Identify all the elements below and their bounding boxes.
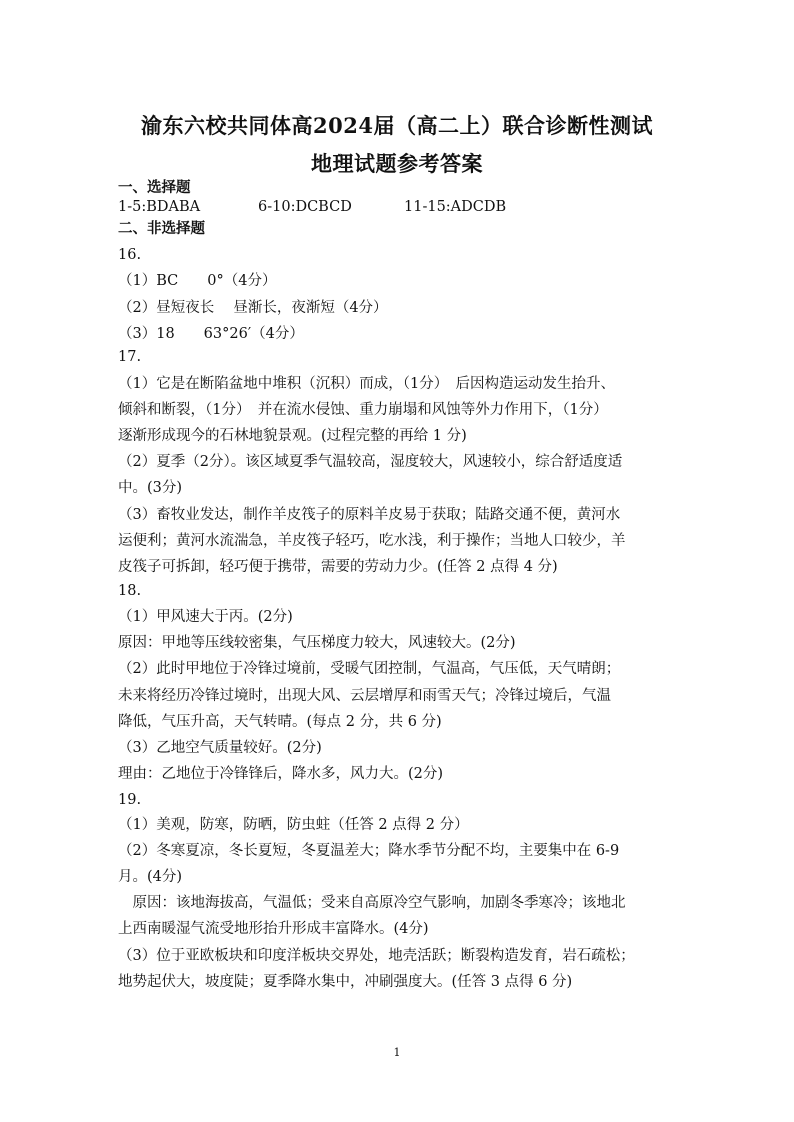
- answer-line: 运便利；黄河水流湍急，羊皮筏子轻巧，吃水浅，利于操作；当地人口较少，羊: [118, 533, 626, 549]
- answer-line: 19.: [118, 792, 142, 808]
- answer-line: （1）它是在断陷盆地中堆积（沉积）而成，（1分） 后因构造运动发生抬升、: [118, 376, 615, 392]
- mc-answers-1-5: 1-5:BDABA: [118, 199, 201, 215]
- answer-line: 原因：甲地等压线较密集，气压梯度力较大，风速较大。(2分): [118, 635, 516, 651]
- page-subtitle: 地理试题参考答案: [311, 151, 483, 176]
- answer-line: （3）位于亚欧板块和印度洋板块交界处，地壳活跃；断裂构造发育，岩石疏松；: [118, 948, 635, 964]
- answer-line: （1）甲风速大于丙。(2分): [118, 609, 293, 625]
- answer-line: （2）此时甲地位于冷锋过境前，受暖气团控制，气温高，气压低，天气晴朗；: [118, 661, 621, 677]
- answer-line: 中。(3分): [118, 480, 183, 496]
- mc-answers-6-10: 6-10:DCBCD: [258, 199, 352, 215]
- mc-answers-11-15: 11-15:ADCDB: [404, 199, 507, 215]
- answer-line: （1）BC 0°（4分）: [118, 273, 277, 289]
- answer-line: 地势起伏大，坡度陡；夏季降水集中，冲刷强度大。(任答 3 点得 6 分): [118, 974, 573, 990]
- page-number: 1: [393, 1046, 401, 1059]
- answer-line: 倾斜和断裂，（1分） 并在流水侵蚀、重力崩塌和风蚀等外力作用下，（1分）: [118, 402, 608, 418]
- answer-line: （2）昼短夜长 昼渐长，夜渐短（4分）: [118, 300, 388, 316]
- answer-line: 理由：乙地位于冷锋锋后，降水多，风力大。(2分): [118, 766, 444, 782]
- answer-line: 原因：该地海拔高，气温低；受来自高原冷空气影响，加剧冬季寒冷；该地北: [118, 895, 626, 911]
- answer-line: （3）18 63°26′（4分）: [118, 326, 304, 342]
- answer-line: （2）冬寒夏凉，冬长夏短，冬夏温差大；降水季节分配不均，主要集中在 6-9: [118, 843, 620, 859]
- answer-line: 逐渐形成现今的石林地貌景观。(过程完整的再给 1 分): [118, 428, 467, 444]
- answer-line: 皮筏子可拆卸，轻巧便于携带，需要的劳动力少。(任答 2 点得 4 分): [118, 559, 558, 575]
- answer-line: （3）乙地空气质量较好。(2分): [118, 740, 322, 756]
- answer-line: （1）美观，防寒，防晒，防虫蛀（任答 2 点得 2 分）: [118, 817, 469, 833]
- answer-line: （3）畜牧业发达，制作羊皮筏子的原料羊皮易于获取；陆路交通不便，黄河水: [118, 507, 621, 523]
- answer-line: 16.: [118, 247, 142, 263]
- section1-heading: 一、选择题: [118, 179, 191, 196]
- answer-line: 降低，气压升高，天气转晴。(每点 2 分，共 6 分): [118, 714, 442, 730]
- answer-line: 月。(4分): [118, 869, 183, 885]
- answer-line: 17.: [118, 349, 142, 365]
- answer-line: （2）夏季（2分）。该区域夏季气温较高，湿度较大，风速较小，综合舒适度适: [118, 454, 623, 470]
- answer-line: 上西南暖湿气流受地形抬升形成丰富降水。(4分): [118, 921, 429, 937]
- page-title: 渝东六校共同体高2024届（高二上）联合诊断性测试: [141, 113, 653, 138]
- answer-line: 未来将经历冷锋过境时，出现大风、云层增厚和雨雪天气；冷锋过境后，气温: [118, 688, 611, 704]
- answer-line: 18.: [118, 583, 142, 599]
- section2-heading: 二、非选择题: [118, 220, 205, 237]
